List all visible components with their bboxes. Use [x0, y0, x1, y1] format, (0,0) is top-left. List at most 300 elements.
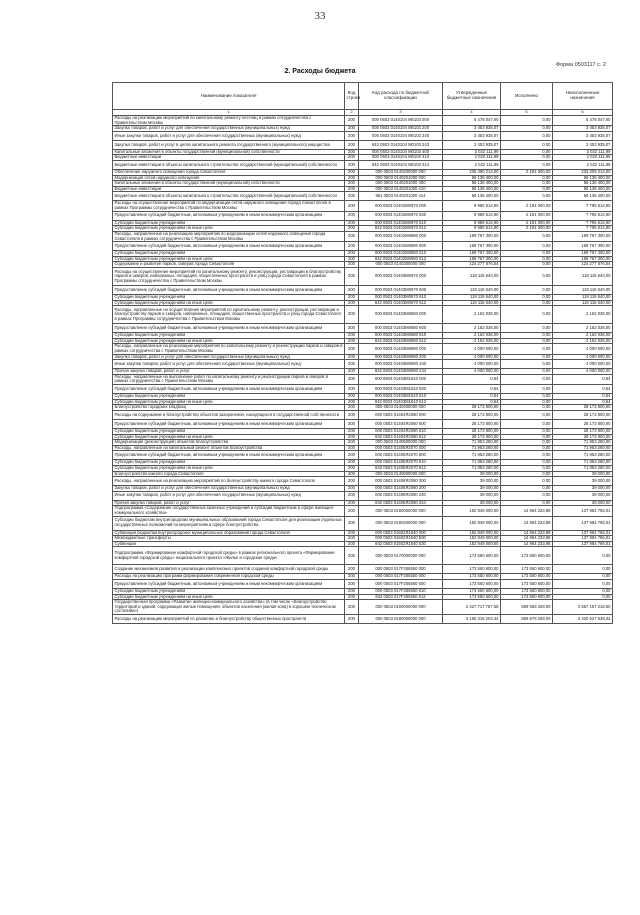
cell-remaining: 118 115 640,00: [553, 285, 613, 294]
cell-approved: 39 000,00: [443, 471, 501, 477]
cell-remaining: 71 953 280,00: [553, 451, 613, 460]
cell-executed: 2 191 000,00: [501, 201, 553, 211]
cell-approved: 2 022 111,99: [443, 161, 501, 170]
cell-approved: 9 986 514,90: [443, 201, 501, 211]
cell-row-code: 200: [345, 126, 359, 132]
cell-remaining: 2 022 111,99: [553, 161, 613, 170]
cell-budget-code: 842 0503 0140104 М0103 243: [359, 140, 443, 149]
cell-remaining: 2 557 157 218,50: [553, 600, 613, 615]
cell-indicator-name: Прочая закупка товаров, работ и услуг: [113, 369, 345, 375]
cell-approved: 152 949 000,00: [443, 536, 501, 542]
column-number: 5: [501, 110, 553, 116]
cell-approved: 28 173 800,00: [443, 428, 501, 434]
cell-indicator-name: Расходы, направленные на капитальный ремонт объектов благоустройства: [113, 445, 345, 451]
header-budget-code: Код расхода по бюджетной классификации: [359, 83, 443, 110]
cell-row-code: 200: [345, 186, 359, 192]
cell-approved: 152 949 000,00: [443, 516, 501, 530]
cell-remaining: 28 173 800,00: [553, 410, 613, 419]
cell-approved: 118 115 640,00: [443, 300, 501, 306]
cell-approved: 71 953 280,00: [443, 460, 501, 466]
cell-remaining: 28 173 800,00: [553, 419, 613, 428]
cell-executed: 0,00: [501, 192, 553, 201]
cell-executed: 0,00: [501, 399, 553, 405]
cell-remaining: 71 953 280,00: [553, 460, 613, 466]
cell-remaining: 137 984 766,01: [553, 541, 613, 547]
budget-expenses-table: [112, 82, 613, 624]
cell-row-code: 200: [345, 594, 359, 600]
cell-remaining: 233 309 214,00: [553, 170, 613, 176]
table-row: [113, 374, 613, 384]
cell-approved: 2 162 036,00: [443, 324, 501, 333]
cell-budget-code: 000 0503 01406Я2080 000: [359, 477, 443, 486]
cell-budget-code: 000 0503 01403М0680 610: [359, 333, 443, 339]
cell-indicator-name: Субсидии бюджетным учреждениям: [113, 394, 345, 400]
cell-indicator-name: Субсидии бюджетным учреждениям на иные цели: [113, 226, 345, 232]
cell-remaining: 137 984 766,01: [553, 536, 613, 542]
cell-budget-code: 000 0503 0100000000 000: [359, 600, 443, 615]
cell-remaining: 118 115 640,00: [553, 300, 613, 306]
cell-remaining: 71 953 280,00: [553, 445, 613, 451]
cell-executed: 0,00: [501, 131, 553, 140]
cell-remaining: 7 795 514,90: [553, 211, 613, 220]
cell-executed: 14 964 233,98: [501, 506, 553, 516]
cell-executed: 0,00: [501, 155, 553, 161]
cell-executed: 0,00: [501, 460, 553, 466]
cell-indicator-name: Бюджетные инвестиции: [113, 155, 345, 161]
cell-row-code: 200: [345, 211, 359, 220]
cell-budget-code: 000 0503 01402М0680 610: [359, 251, 443, 257]
cell-remaining: 3 453 935,07: [553, 140, 613, 149]
cell-budget-code: 000 0503 01403М0690 240: [359, 360, 443, 369]
cell-approved: 39 000,00: [443, 477, 501, 486]
cell-executed: 14 964 233,98: [501, 536, 553, 542]
cell-budget-code: 000 0503 01403М0670 000: [359, 267, 443, 285]
cell-approved: 124 277 676,54: [443, 262, 501, 268]
cell-budget-code: 000 0503 01403М1610 610: [359, 394, 443, 400]
cell-indicator-name: Закупка товаров, работ и услуг для обеспечения государственных (муниципальных) нужд: [113, 486, 345, 492]
cell-approved: 28 173 800,00: [443, 410, 501, 419]
cell-indicator-name: Создание механизмов развития и реализации комплексных проектов создания комфортной городской среды: [113, 565, 345, 574]
cell-row-code: 200: [345, 574, 359, 580]
cell-budget-code: 961 0503 0140201000 414: [359, 192, 443, 201]
cell-approved: 0,54: [443, 399, 501, 405]
cell-row-code: 200: [345, 140, 359, 149]
cell-executed: 0,00: [501, 410, 553, 419]
cell-indicator-name: Иные закупки товаров, работ и услуг для обеспечения государственных (муниципальных) нужд: [113, 131, 345, 140]
cell-row-code: 200: [345, 600, 359, 615]
cell-approved: 71 953 280,00: [443, 445, 501, 451]
cell-row-code: 200: [345, 419, 359, 428]
cell-remaining: 4 000 000,00: [553, 354, 613, 360]
cell-remaining: 0,00: [553, 574, 613, 580]
cell-approved: 56 136 400,00: [443, 186, 501, 192]
cell-budget-code: 000 0503 01403М0680 000: [359, 306, 443, 324]
cell-row-code: 200: [345, 181, 359, 187]
cell-approved: 118 115 640,00: [443, 294, 501, 300]
cell-remaining: 137 984 766,01: [553, 530, 613, 536]
cell-approved: 118 115 640,00: [443, 285, 501, 294]
cell-budget-code: 000 0503 01405Я2070 600: [359, 451, 443, 460]
cell-approved: 28 173 800,00: [443, 434, 501, 440]
cell-indicator-name: Субсидии бюджетным учреждениям: [113, 251, 345, 257]
cell-row-code: 200: [345, 580, 359, 589]
cell-executed: 2 191 000,00: [501, 226, 553, 232]
cell-budget-code: 000 0503 01404Я2060 610: [359, 428, 443, 434]
cell-approved: 173 550 600,00: [443, 580, 501, 589]
cell-row-code: 200: [345, 333, 359, 339]
cell-executed: 173 550 600,00: [501, 594, 553, 600]
cell-row-code: 200: [345, 369, 359, 375]
cell-executed: 0,00: [501, 491, 553, 500]
table-row: [113, 516, 613, 530]
table-row: [113, 344, 613, 354]
cell-row-code: 200: [345, 471, 359, 477]
cell-row-code: 200: [345, 565, 359, 574]
column-number: 6: [553, 110, 613, 116]
cell-indicator-name: Расходы на осуществление мероприятий по капитальному ремонту, реконструкции, реставрации и благоустройству парков и скверов, набережных, площадей, общественных пространств и улиц города Севастополя в рамках Программы сотрудничества с Правительством Москвы: [113, 267, 345, 285]
cell-indicator-name: Бюджетные инвестиции в объекты капитального строительства государственной (муниципальной) собственности: [113, 161, 345, 170]
cell-remaining: 71 953 280,00: [553, 465, 613, 471]
cell-remaining: 56 136 400,00: [553, 186, 613, 192]
cell-budget-code: 000 0503 0140201000 410: [359, 186, 443, 192]
cell-approved: 169 767 300,00: [443, 231, 501, 241]
header-remaining: Неисполненные назначения: [553, 83, 613, 110]
cell-approved: 9 986 514,90: [443, 220, 501, 226]
cell-indicator-name: Предоставление субсидий бюджетным, автономным учреждениям и иным некоммерческим организациям: [113, 385, 345, 394]
column-number: 1: [113, 110, 345, 116]
cell-executed: 2 181 000,00: [501, 170, 553, 176]
cell-budget-code: 000 0503 01402М0680 600: [359, 242, 443, 251]
cell-executed: 0,00: [501, 354, 553, 360]
cell-executed: 0,00: [501, 333, 553, 339]
cell-budget-code: 000 0503 01402М0670 600: [359, 211, 443, 220]
cell-indicator-name: Предоставление субсидий бюджетным, автономным учреждениям и иным некоммерческим организациям: [113, 451, 345, 460]
section-title: 2. Расходы бюджета: [284, 68, 356, 75]
cell-remaining: 0,00: [553, 589, 613, 595]
header-executed: Исполнено: [501, 83, 553, 110]
cell-executed: 0,00: [501, 242, 553, 251]
cell-executed: 0,00: [501, 149, 553, 155]
cell-executed: 0,00: [501, 161, 553, 170]
cell-approved: 39 000,00: [443, 491, 501, 500]
cell-executed: 173 550 600,00: [501, 547, 553, 565]
cell-row-code: 200: [345, 374, 359, 384]
cell-indicator-name: Иные закупки товаров, работ и услуг для обеспечения государственных (муниципальных) нужд: [113, 360, 345, 369]
cell-row-code: 200: [345, 445, 359, 451]
cell-remaining: 71 953 280,00: [553, 440, 613, 446]
cell-executed: 0,00: [501, 471, 553, 477]
cell-row-code: 200: [345, 477, 359, 486]
cell-budget-code: 000 0503 01403М0670 610: [359, 294, 443, 300]
cell-indicator-name: Государственная программа «Развитие жилищно-коммунального хозяйства» (в том числе «Благоустройство территорий и зданий, содержащих жилые помещения, объектов населения (жилая зона) в хорошем техническом состоянии»): [113, 600, 345, 615]
cell-row-code: 200: [345, 324, 359, 333]
cell-executed: 0,00: [501, 306, 553, 324]
cell-row-code: 200: [345, 451, 359, 460]
cell-approved: 2 427 717 787,58: [443, 600, 501, 615]
cell-executed: 0,00: [501, 428, 553, 434]
column-number: 4: [443, 110, 501, 116]
header-approved: Утвержденные бюджетные назначения: [443, 83, 501, 110]
table-row: [113, 451, 613, 460]
cell-budget-code: 000 0503 01406Я2080 240: [359, 491, 443, 500]
cell-row-code: 200: [345, 434, 359, 440]
cell-executed: 173 550 600,00: [501, 580, 553, 589]
cell-row-code: 200: [345, 116, 359, 126]
cell-budget-code: 000 0503 0140300000 000: [359, 262, 443, 268]
cell-budget-code: 000 0503 0140104 М0103 200: [359, 126, 443, 132]
cell-indicator-name: Предоставление субсидий бюджетным, автономным учреждениям и иным некоммерческим организациям: [113, 242, 345, 251]
cell-indicator-name: Субсидии бюджетным учреждениям: [113, 333, 345, 339]
cell-approved: 5 478 047,00: [443, 116, 501, 126]
cell-executed: 0,00: [501, 486, 553, 492]
cell-executed: 0,00: [501, 126, 553, 132]
cell-remaining: 0,00: [553, 565, 613, 574]
cell-row-code: 200: [345, 405, 359, 411]
cell-budget-code: 842 0503 01403М0690 244: [359, 369, 443, 375]
cell-budget-code: 842 0503 01402М0670 612: [359, 226, 443, 232]
cell-row-code: 200: [345, 220, 359, 226]
cell-indicator-name: Субвенции бюджетам внутригородских муниципальных образований города Севастополя: [113, 530, 345, 536]
table-row: [113, 506, 613, 516]
cell-row-code: 200: [345, 231, 359, 241]
cell-executed: 0,00: [501, 231, 553, 241]
cell-remaining: 39 000,00: [553, 486, 613, 492]
cell-remaining: 2 162 036,00: [553, 333, 613, 339]
cell-executed: 0,00: [501, 465, 553, 471]
cell-budget-code: 842 0503 01403М1610 612: [359, 399, 443, 405]
cell-indicator-name: Предоставление субсидий бюджетным, автономным учреждениям и иным некоммерческим организациям: [113, 419, 345, 428]
cell-indicator-name: Субсидии бюджетным учреждениям на иные цели: [113, 465, 345, 471]
cell-remaining: 169 767 300,00: [553, 256, 613, 262]
cell-approved: 3 453 935,07: [443, 126, 501, 132]
cell-row-code: 200: [345, 530, 359, 536]
cell-indicator-name: Межбюджетные трансферты: [113, 536, 345, 542]
cell-row-code: 200: [345, 460, 359, 466]
cell-approved: 56 136 400,00: [443, 181, 501, 187]
cell-row-code: 200: [345, 486, 359, 492]
cell-budget-code: 000 0503 0140500000 000: [359, 440, 443, 446]
cell-indicator-name: Благоустройство городских кладбищ: [113, 405, 345, 411]
cell-remaining: 4 000 000,00: [553, 344, 613, 354]
cell-budget-code: 000 0503 0140104 М0103 240: [359, 131, 443, 140]
table-row: [113, 306, 613, 324]
cell-executed: 0,00: [501, 445, 553, 451]
cell-row-code: 200: [345, 385, 359, 394]
cell-executed: 0,00: [501, 360, 553, 369]
cell-row-code: 200: [345, 399, 359, 405]
cell-remaining: 2 320 627 938,44: [553, 615, 613, 624]
cell-executed: 2 191 000,00: [501, 211, 553, 220]
cell-remaining: 137 984 766,01: [553, 516, 613, 530]
cell-remaining: 39 000,00: [553, 471, 613, 477]
cell-approved: 169 767 300,00: [443, 251, 501, 257]
cell-row-code: 200: [345, 344, 359, 354]
cell-row-code: 200: [345, 262, 359, 268]
cell-budget-code: 000 0503 01403М0690 000: [359, 344, 443, 354]
cell-budget-code: 000 0503 01403М0680 600: [359, 324, 443, 333]
cell-indicator-name: Субсидии бюджетным учреждениям: [113, 589, 345, 595]
cell-budget-code: 000 0503 01402М0670 000: [359, 201, 443, 211]
cell-remaining: 118 115 640,00: [553, 294, 613, 300]
cell-remaining: 7 795 514,90: [553, 220, 613, 226]
cell-approved: 4 000 000,00: [443, 360, 501, 369]
cell-remaining: 0,54: [553, 399, 613, 405]
cell-approved: 4 000 000,00: [443, 354, 501, 360]
cell-indicator-name: Расходы, направленные на выполнение работ по капитальному ремонту и реконструкции парков и скверов в рамках сотрудничества с Правительством Москвы: [113, 374, 345, 384]
cell-row-code: 200: [345, 285, 359, 294]
cell-approved: 173 550 600,00: [443, 547, 501, 565]
cell-approved: 9 986 514,90: [443, 226, 501, 232]
cell-remaining: 2 162 036,00: [553, 306, 613, 324]
cell-budget-code: 000 0503 0140104 М0103 000: [359, 116, 443, 126]
cell-approved: 39 000,00: [443, 486, 501, 492]
cell-budget-code: 000 0503 01406Я2080 200: [359, 486, 443, 492]
cell-executed: 859 659 429,00: [501, 600, 553, 615]
cell-row-code: 200: [345, 440, 359, 446]
table-row: [113, 547, 613, 565]
cell-row-code: 200: [345, 175, 359, 181]
table-row: [113, 600, 613, 615]
cell-row-code: 200: [345, 491, 359, 500]
cell-approved: 169 767 300,00: [443, 242, 501, 251]
cell-indicator-name: Субсидии бюджетным учреждениям на иные цели: [113, 338, 345, 344]
cell-row-code: 200: [345, 251, 359, 257]
cell-budget-code: 000 0503 0140104 М0103 410: [359, 155, 443, 161]
cell-remaining: 39 000,00: [553, 500, 613, 506]
page-number: 33: [314, 10, 326, 22]
cell-executed: 0,00: [501, 385, 553, 394]
cell-remaining: 124 277 676,54: [553, 262, 613, 268]
cell-approved: 4 000 000,00: [443, 369, 501, 375]
cell-remaining: 0,00: [553, 547, 613, 565]
cell-approved: 9 986 514,90: [443, 211, 501, 220]
cell-indicator-name: Содержание и развитие парков, скверов города Севастополя: [113, 262, 345, 268]
cell-row-code: 200: [345, 541, 359, 547]
cell-indicator-name: Расходы на осуществление мероприятий по модернизации сетей наружного освещения города Севастополя в рамках Программы сотрудничества с Правительством Москвы: [113, 201, 345, 211]
cell-approved: 152 949 000,00: [443, 541, 501, 547]
cell-remaining: 2 162 036,00: [553, 338, 613, 344]
cell-remaining: 169 767 300,00: [553, 231, 613, 241]
cell-approved: 173 550 600,00: [443, 594, 501, 600]
cell-budget-code: 000 0503 0140201000 000: [359, 175, 443, 181]
cell-approved: 2 022 111,99: [443, 155, 501, 161]
cell-approved: 28 173 800,00: [443, 419, 501, 428]
cell-approved: 0,54: [443, 385, 501, 394]
cell-budget-code: 000 0503 0140600000 000: [359, 471, 443, 477]
cell-budget-code: 000 0503 01405Я2070 610: [359, 460, 443, 466]
cell-budget-code: 000 0503 017F255550 000: [359, 565, 443, 574]
cell-executed: 859 679 289,00: [501, 615, 553, 624]
cell-budget-code: 000 0503 01405Я2070 000: [359, 445, 443, 451]
cell-indicator-name: Закупка товаров, работ и услуг для обеспечения государственных (муниципальных) нужд: [113, 354, 345, 360]
cell-remaining: 169 767 300,00: [553, 251, 613, 257]
cell-indicator-name: Субсидии бюджетам внутригородских муниципальных образований города Севастополя для реализации отдельных государственных полномочий по мероприятиям в сфере благоустройства: [113, 516, 345, 530]
cell-row-code: 200: [345, 547, 359, 565]
cell-row-code: 200: [345, 615, 359, 624]
cell-row-code: 200: [345, 354, 359, 360]
cell-row-code: 200: [345, 170, 359, 176]
cell-row-code: 200: [345, 201, 359, 211]
cell-indicator-name: Субсидии бюджетным учреждениям на иные цели: [113, 256, 345, 262]
cell-budget-code: 000 0503 01402М0670 610: [359, 220, 443, 226]
cell-approved: 169 767 300,00: [443, 256, 501, 262]
cell-row-code: 200: [345, 360, 359, 369]
cell-indicator-name: Модернизация сетей наружного освещения: [113, 175, 345, 181]
table-row: [113, 491, 613, 500]
cell-budget-code: 000 0503 01403М1610 600: [359, 385, 443, 394]
cell-indicator-name: Прочая закупка товаров, работ и услуг: [113, 500, 345, 506]
cell-indicator-name: Подпрограмма «Содержание государственных казенных учреждений и субсидии бюджетным в сфере жилищно-коммунального хозяйства»: [113, 506, 345, 516]
cell-indicator-name: Расходы на реализацию мероприятий по развитию и благоустройству общественных пространств: [113, 615, 345, 624]
cell-indicator-name: Расходы, направленные на реализацию мероприятий по благоустройству южного города Севастополя: [113, 477, 345, 486]
cell-row-code: 200: [345, 161, 359, 170]
cell-approved: 173 550 600,00: [443, 589, 501, 595]
cell-executed: 0,00: [501, 300, 553, 306]
cell-budget-code: 000 0503 01404Я2060 000: [359, 410, 443, 419]
cell-budget-code: 000 0503 01602Я1640 000: [359, 530, 443, 536]
cell-indicator-name: Расходы на реализацию программ формирования современной городской среды: [113, 574, 345, 580]
cell-executed: 0,00: [501, 256, 553, 262]
cell-remaining: 0,00: [553, 594, 613, 600]
cell-executed: 0,00: [501, 369, 553, 375]
cell-indicator-name: Предоставление субсидий бюджетным, автономным учреждениям и иным некоммерческим организациям: [113, 580, 345, 589]
cell-row-code: 200: [345, 294, 359, 300]
cell-approved: 118 115 640,00: [443, 267, 501, 285]
cell-budget-code: 842 0503 01403М0670 612: [359, 300, 443, 306]
cell-remaining: 4 000 000,00: [553, 369, 613, 375]
cell-executed: 0,00: [501, 394, 553, 400]
cell-row-code: 200: [345, 338, 359, 344]
cell-executed: 0,00: [501, 175, 553, 181]
cell-budget-code: 842 0503 01402М0680 612: [359, 256, 443, 262]
cell-executed: 14 964 233,98: [501, 516, 553, 530]
cell-row-code: 200: [345, 500, 359, 506]
cell-row-code: 200: [345, 242, 359, 251]
cell-executed: 0,00: [501, 477, 553, 486]
cell-remaining: 169 767 300,00: [553, 242, 613, 251]
cell-indicator-name: Субсидии бюджетным учреждениям: [113, 220, 345, 226]
cell-remaining: 7 795 514,90: [553, 226, 613, 232]
cell-remaining: 137 984 766,01: [553, 506, 613, 516]
cell-approved: 0,54: [443, 394, 501, 400]
table-row: [113, 410, 613, 419]
cell-remaining: 0,00: [553, 580, 613, 589]
cell-approved: 71 953 280,00: [443, 451, 501, 460]
cell-remaining: 56 136 400,00: [553, 192, 613, 201]
cell-row-code: 200: [345, 589, 359, 595]
cell-row-code: 200: [345, 394, 359, 400]
cell-executed: 14 964 233,98: [501, 530, 553, 536]
cell-executed: 173 550 600,00: [501, 574, 553, 580]
header-indicator-name: Наименование показателя: [113, 83, 345, 110]
cell-budget-code: 000 0503 017F255550 600: [359, 580, 443, 589]
cell-budget-code: 000 0503 01403М1610 000: [359, 374, 443, 384]
cell-indicator-name: Закупка товаров, работ и услуг для обеспечения государственных (муниципальных) нужд: [113, 126, 345, 132]
cell-row-code: 200: [345, 267, 359, 285]
table-row: [113, 116, 613, 126]
cell-approved: 56 136 400,00: [443, 192, 501, 201]
cell-budget-code: 842 0503 0140104 М0103 414: [359, 161, 443, 170]
cell-remaining: 56 136 400,00: [553, 181, 613, 187]
cell-indicator-name: Закупка товаров, работ и услуг в целях капитального ремонта государственного (муниципального) имущества: [113, 140, 345, 149]
cell-indicator-name: Субсидии бюджетным учреждениям на иные цели: [113, 594, 345, 600]
cell-approved: 2 022 111,99: [443, 149, 501, 155]
cell-budget-code: 000 0503 0140200000 000: [359, 170, 443, 176]
cell-executed: 0,00: [501, 434, 553, 440]
cell-executed: 0,00: [501, 344, 553, 354]
cell-budget-code: 000 0503 0140104 М0103 400: [359, 149, 443, 155]
cell-indicator-name: Расходы на реализацию мероприятий по капитальному ремонту лестниц в рамках сотрудничества с Правительством Москвы: [113, 116, 345, 126]
